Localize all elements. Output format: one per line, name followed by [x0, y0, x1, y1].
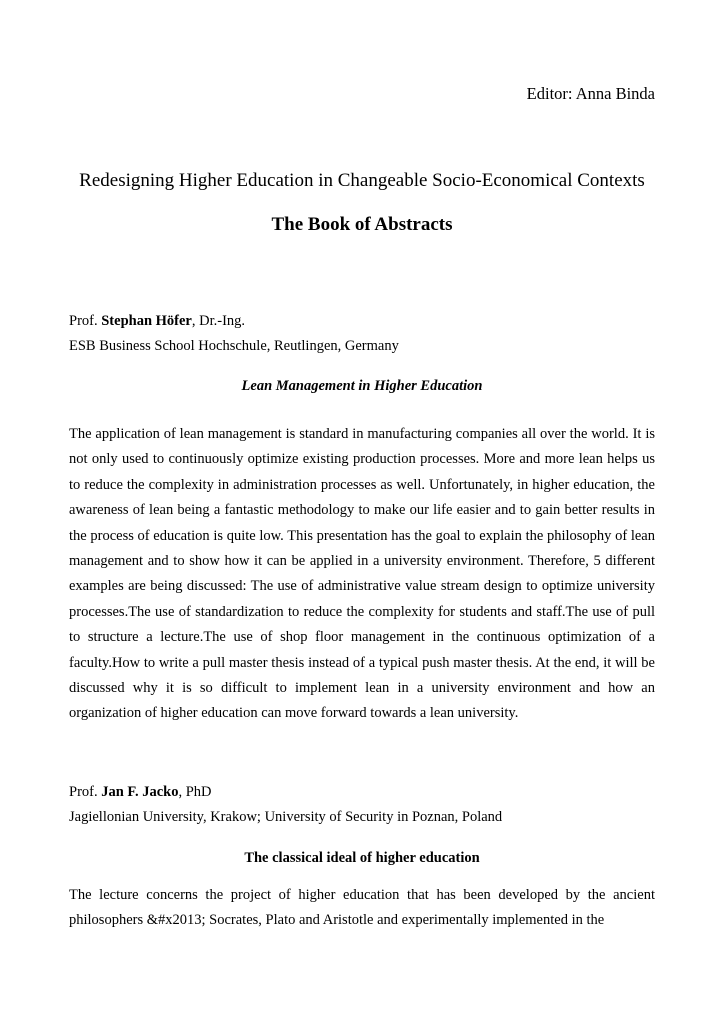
author-line	[69, 784, 212, 801]
author-name: Stephan Höfer	[101, 313, 192, 329]
author-prefix: Prof.	[69, 313, 102, 329]
book-subtitle: The Book of Abstracts	[271, 214, 453, 235]
abstract-title: The classical ideal of higher education	[244, 850, 480, 866]
author-name: Jan F. Jacko	[101, 784, 179, 800]
author-affiliation: Jagiellonian University, Krakow; University of Security in Poznan, Poland	[69, 809, 503, 825]
author-prefix: Prof.	[69, 784, 102, 800]
abstract-text: The lecture concerns the project of higher education that has been developed by the ancient philosophers &#x2013; Socrates, Plato and Aristotle and experimentally implemented in the	[69, 887, 655, 929]
author-suffix: , PhD	[178, 784, 212, 800]
author-suffix: , Dr.-Ing.	[191, 313, 246, 329]
author-line	[69, 313, 245, 330]
abstract-title: Lean Management in Higher Education	[241, 378, 483, 394]
book-title: Redesigning Higher Education in Changeable Socio-Economical Contexts	[79, 170, 645, 191]
abstract-text: The application of lean management is standard in manufacturing companies all over the world. It is not only used to continuously optimize existing production processes. More and more lean helps us to reduce the complexity in administration processes as well. Unfortunately, in higher education, the awareness of lean being a fantastic methodology to make our life easier and to gain better results in the process of education is quite low. This presentation has the goal to explain the philosophy of lean management and to show how it can be applied in a university environment. Therefore, 5 different examples are being discussed: The use of administrative value stream design to optimize university processes.The use of standardization to reduce the complexity for students and staff.The use of pull to structure a lecture.The use of shop floor management in the continuous optimization of a faculty.How to write a pull master thesis instead of a typical push master thesis. At the end, it will be discussed why it is so difficult to implement lean in a university environment and how an organization of higher education can move forward towards a lean university.	[69, 426, 655, 722]
author-affiliation: ESB Business School Hochschule, Reutlingen, Germany	[69, 338, 399, 354]
editor-credit: Editor: Anna Binda	[526, 84, 655, 103]
